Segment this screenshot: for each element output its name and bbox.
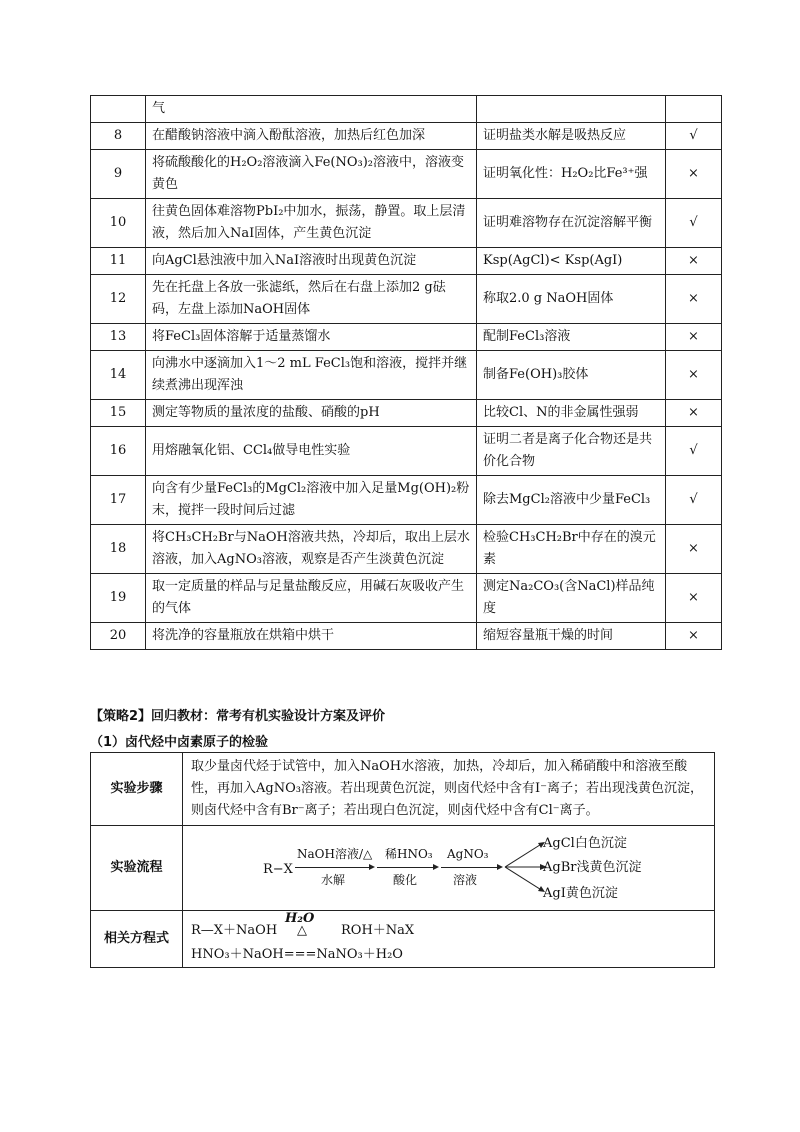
result-cell <box>666 96 722 123</box>
table-row <box>91 248 722 275</box>
goal-cell: 制备Fe(OH)₃胶体 <box>477 351 666 400</box>
flow-arrow2-head <box>433 864 439 870</box>
table-row <box>91 96 722 123</box>
table-row <box>91 324 722 351</box>
flow-arrow3-top: AgNO₃ <box>447 847 489 861</box>
flow-product-agi: AgI黄色沉淀 <box>543 886 618 901</box>
operation-cell: 向含有少量FeCl₃的MgCl₂溶液中加入足量Mg(OH)₂粉末，搅拌一段时间后过滤 <box>146 476 477 525</box>
result-cell: × <box>666 150 722 199</box>
table-row <box>91 525 722 574</box>
equation1-right: ROH＋NaX <box>341 923 415 938</box>
steps-text: 取少量卤代烃于试管中，加入NaOH水溶液，加热，冷却后，加入稀硝酸中和溶液至酸性，再加入AgNO₃溶液。若出现黄色沉淀，则卤代烃中含有I⁻离子；若出现浅黄色沉淀，则卤代烃中含有Br⁻离子；若出现白色沉淀，则卤代烃中含有Cl⁻离子。 <box>183 753 715 826</box>
flow-arrow2-bottom: 酸化 <box>393 873 418 887</box>
result-cell: × <box>666 248 722 275</box>
goal-cell: 证明氧化性：H₂O₂比Fe³⁺强 <box>477 150 666 199</box>
row-number: 11 <box>91 248 146 275</box>
table-row <box>91 623 722 650</box>
equation1-condition-bottom: △ <box>297 923 307 938</box>
flow-arrow1-top: NaOH溶液/△ <box>297 847 373 861</box>
flow-cell <box>183 826 715 911</box>
flow-diagram <box>191 829 706 907</box>
goal-cell: 比较Cl、N的非金属性强弱 <box>477 400 666 427</box>
operation-cell: 向AgCl悬浊液中加入NaI溶液时出现黄色沉淀 <box>146 248 477 275</box>
table-row <box>91 275 722 324</box>
equation-label: 相关方程式 <box>91 911 183 968</box>
goal-cell: 证明盐类水解是吸热反应 <box>477 123 666 150</box>
flow-arrow1-bottom: 水解 <box>321 873 346 887</box>
table-row <box>91 476 722 525</box>
table-row <box>91 199 722 248</box>
flow-arrow3-line <box>441 867 499 868</box>
flow-arrow1-head <box>369 864 375 870</box>
result-cell: √ <box>666 123 722 150</box>
result-cell: × <box>666 623 722 650</box>
goal-cell: Ksp(AgCl)< Ksp(AgI) <box>477 248 666 275</box>
operation-cell: 先在托盘上各放一张滤纸，然后在右盘上添加2 g砝码，左盘上添加NaOH固体 <box>146 275 477 324</box>
table-row <box>91 574 722 623</box>
result-cell: × <box>666 351 722 400</box>
flow-start: R−X <box>263 862 293 877</box>
result-cell: × <box>666 324 722 351</box>
table-row <box>91 150 722 199</box>
row-number: 20 <box>91 623 146 650</box>
row-number: 13 <box>91 324 146 351</box>
row-number: 10 <box>91 199 146 248</box>
operation-cell: 将洗净的容量瓶放在烘箱中烘干 <box>146 623 477 650</box>
operation-cell: 用熔融氧化铝、CCl₄做导电性实验 <box>146 427 477 476</box>
goal-cell: 证明二者是离子化合物还是共价化合物 <box>477 427 666 476</box>
operation-cell: 往黄色固体难溶物PbI₂中加水，振荡，静置。取上层清液，然后加入NaI固体，产生黄色沉淀 <box>146 199 477 248</box>
flow-label: 实验流程 <box>91 826 183 911</box>
result-cell: × <box>666 574 722 623</box>
halide-test-table <box>90 752 715 968</box>
result-cell: √ <box>666 476 722 525</box>
goal-cell <box>477 96 666 123</box>
row-number: 14 <box>91 351 146 400</box>
row-number: 17 <box>91 476 146 525</box>
equation-cell <box>183 911 715 968</box>
table-row <box>91 400 722 427</box>
goal-cell: 除去MgCl₂溶液中少量FeCl₃ <box>477 476 666 525</box>
equation1-arrow-line <box>281 910 323 911</box>
experiment-table-wrap <box>90 95 715 650</box>
result-cell: × <box>666 525 722 574</box>
row-number: 18 <box>91 525 146 574</box>
equation-block <box>191 911 706 964</box>
table-row <box>91 427 722 476</box>
operation-cell: 将硫酸酸化的H₂O₂溶液滴入Fe(NO₃)₂溶液中，溶液变黄色 <box>146 150 477 199</box>
operation-cell: 将FeCl₃固体溶解于适量蒸馏水 <box>146 324 477 351</box>
goal-cell: 检验CH₃CH₂Br中存在的溴元素 <box>477 525 666 574</box>
flow-arrow2-line <box>377 867 435 868</box>
flow-product-agcl: AgCl白色沉淀 <box>543 836 627 851</box>
section-heading: （1）卤代烃中卤素原子的检验 <box>90 735 269 750</box>
goal-cell: 证明难溶物存在沉淀溶解平衡 <box>477 199 666 248</box>
operation-cell: 气 <box>146 96 477 123</box>
table-row <box>91 351 722 400</box>
operation-cell: 将CH₃CH₂Br与NaOH溶液共热，冷却后，取出上层水溶液，加入AgNO₃溶液，观察是否产生淡黄色沉淀 <box>146 525 477 574</box>
flow-arrow1-line <box>295 867 371 868</box>
steps-label: 实验步骤 <box>91 753 183 826</box>
row-number: 12 <box>91 275 146 324</box>
result-cell: × <box>666 275 722 324</box>
flow-arrow2-top: 稀HNO₃ <box>385 847 433 861</box>
result-cell: √ <box>666 199 722 248</box>
goal-cell: 测定Na₂CO₃(含NaCl)样品纯度 <box>477 574 666 623</box>
equation2: HNO₃＋NaOH===NaNO₃＋H₂O <box>191 947 403 962</box>
table-row <box>91 123 722 150</box>
result-cell: × <box>666 400 722 427</box>
flow-product-agbr: AgBr浅黄色沉淀 <box>543 860 642 875</box>
flow-arrow3-bottom: 溶液 <box>453 873 478 887</box>
row-number <box>91 96 146 123</box>
goal-cell: 称取2.0 g NaOH固体 <box>477 275 666 324</box>
operation-cell: 在醋酸钠溶液中滴入酚酞溶液，加热后红色加深 <box>146 123 477 150</box>
operation-cell: 向沸水中逐滴加入1～2 mL FeCl₃饱和溶液，搅拌并继续煮沸出现浑浊 <box>146 351 477 400</box>
equation1-left: R—X＋NaOH <box>191 923 278 938</box>
experiment-evaluation-table <box>90 95 722 650</box>
operation-cell: 测定等物质的量浓度的盐酸、硝酸的pH <box>146 400 477 427</box>
strategy-heading: 【策略2】回归教材：常考有机实验设计方案及评价 <box>90 709 386 724</box>
row-number: 8 <box>91 123 146 150</box>
operation-cell: 取一定质量的样品与足量盐酸反应，用碱石灰吸收产生的气体 <box>146 574 477 623</box>
equation1-condition-top: H₂O <box>285 911 315 926</box>
row-number: 16 <box>91 427 146 476</box>
result-cell: √ <box>666 427 722 476</box>
row-number: 15 <box>91 400 146 427</box>
goal-cell: 配制FeCl₃溶液 <box>477 324 666 351</box>
goal-cell: 缩短容量瓶干燥的时间 <box>477 623 666 650</box>
row-number: 19 <box>91 574 146 623</box>
row-number: 9 <box>91 150 146 199</box>
